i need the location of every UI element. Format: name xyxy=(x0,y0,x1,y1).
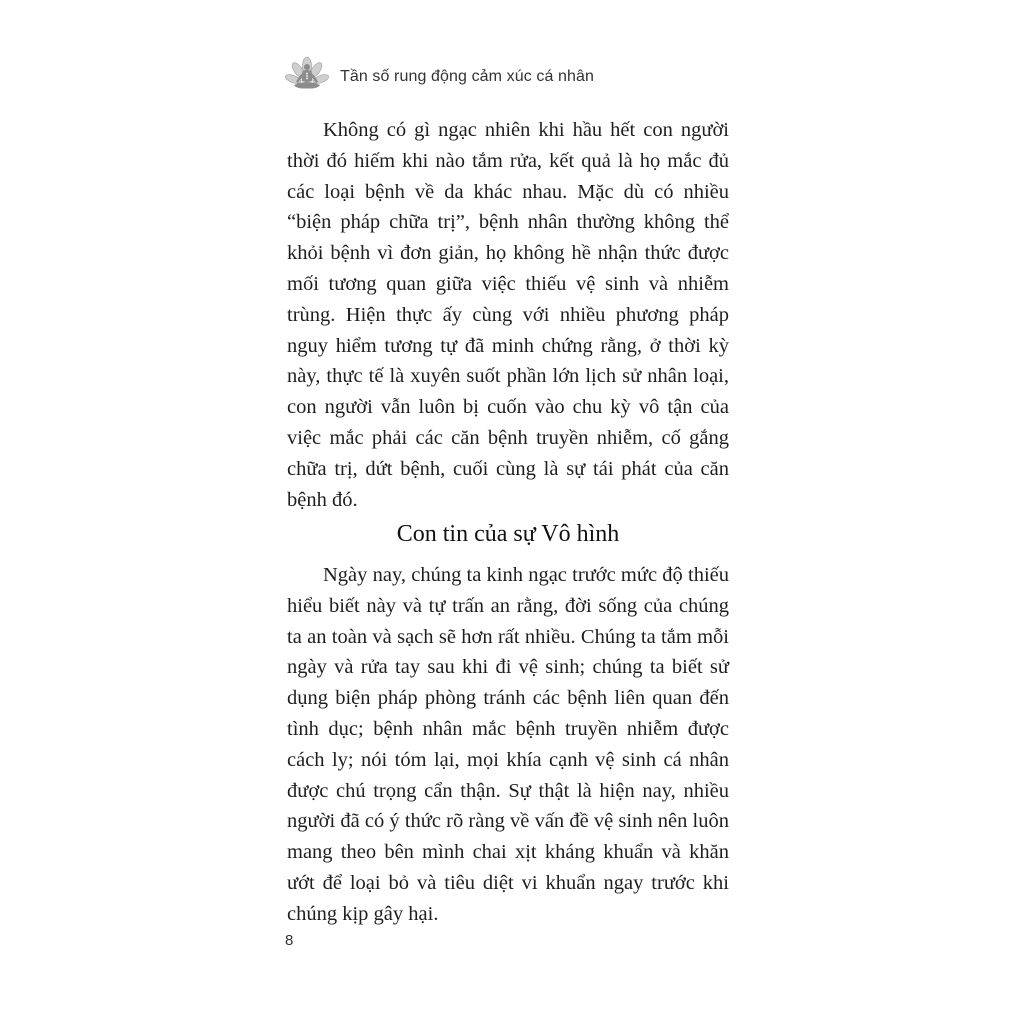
body-paragraph-2: Ngày nay, chúng ta kinh ngạc trước mức độ thiếu hiểu biết này và tự trấn an rằng, đời sống của chúng ta an toàn và sạch sẽ hơn rất nhiều. Chúng ta tắm mỗi ngày và rửa tay sau khi đi vệ sinh; chúng ta biết sử dụng biện pháp phòng tránh các bệnh liên quan đến tình dục; bệnh nhân mắc bệnh truyền nhiễm được cách ly; nói tóm lại, mọi khía cạnh vệ sinh cá nhân được chú trọng cẩn thận. Sự thật là hiện nay, nhiều người đã có ý thức rõ ràng về vấn đề vệ sinh nên luôn mang theo bên mình chai xịt kháng khuẩn và khăn ướt để loại bỏ và tiêu diệt vi khuẩn ngay trước khi chúng kịp gây hại. xyxy=(287,564,729,925)
body-paragraph-1: Không có gì ngạc nhiên khi hầu hết con người thời đó hiếm khi nào tắm rửa, kết quả là họ mắc đủ các loại bệnh về da khác nhau. Mặc dù có nhiều “biện pháp chữa trị”, bệnh nhân thường không thể khỏi bệnh vì đơn giản, họ không hề nhận thức được mối tương quan giữa việc thiếu vệ sinh và nhiễm trùng. Hiện thực ấy cùng với nhiều phương pháp nguy hiểm tương tự đã minh chứng rằng, ở thời kỳ này, thực tế là xuyên suốt phần lớn lịch sử nhân loại, con người vẫn luôn bị cuốn vào chu kỳ vô tận của việc mắc phải các căn bệnh truyền nhiễm, cố gắng chữa trị, dứt bệnh, cuối cùng là sự tái phát của căn bệnh đó. xyxy=(287,119,729,511)
section-heading: Con tin của sự Vô hình xyxy=(396,521,620,547)
running-header-title: Tần số rung động cảm xúc cá nhân xyxy=(340,68,595,85)
meditation-lotus-icon xyxy=(285,55,329,99)
page-number: 8 xyxy=(285,932,294,949)
running-header xyxy=(285,55,594,99)
